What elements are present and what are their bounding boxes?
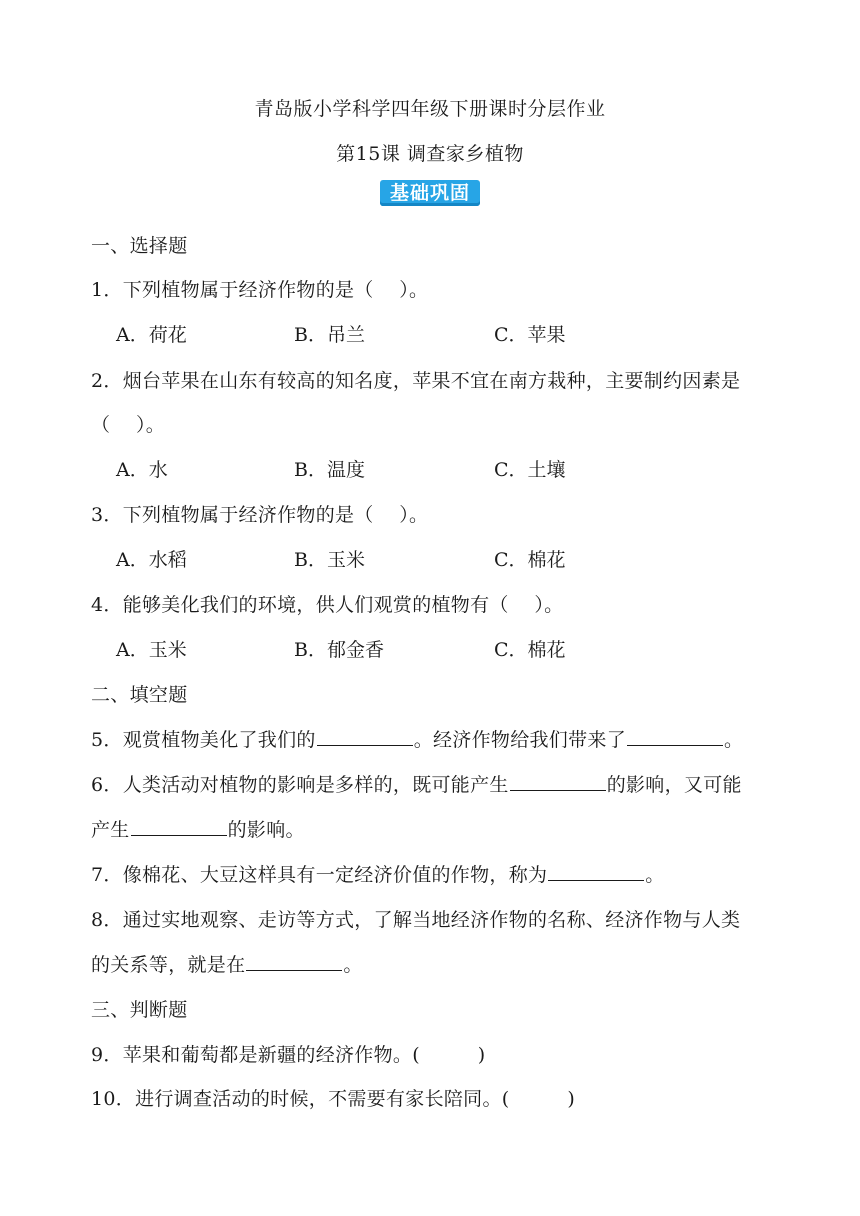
answer-blank[interactable] [627,726,723,746]
question-1-stem: 1．下列植物属于经济作物的是（ ）。 [91,279,429,301]
badge-wrapper [0,180,860,206]
question-8-text-2: 的关系等，就是在 [91,954,246,976]
option-a[interactable]: A．水 [116,459,168,481]
section-heading-choice: 一、选择题 [91,235,188,257]
section-heading-fill: 二、填空题 [91,684,188,706]
question-3-stem: 3．下列植物属于经济作物的是（ ）。 [91,504,429,526]
section-badge: 基础巩固 [380,180,480,206]
question-6-text-4: 的影响。 [227,819,305,841]
question-6-text-2: 的影响，又可能 [606,774,742,796]
option-b[interactable]: B．郁金香 [294,639,384,661]
answer-blank[interactable] [510,771,606,791]
question-5-text-1: 5．观赏植物美化了我们的 [91,729,316,751]
question-8-line-1: 8．通过实地观察、走访等方式，了解当地经济作物的名称、经济作物与人类 [91,909,741,931]
lesson-subtitle: 第15课 调查家乡植物 [336,143,524,165]
answer-blank[interactable] [548,861,644,881]
option-a[interactable]: A．荷花 [116,324,187,346]
question-6-line-2 [91,815,305,842]
question-5 [91,725,743,752]
option-c[interactable]: C．土壤 [494,459,566,481]
option-b[interactable]: B．玉米 [294,549,365,571]
question-6-text-1: 6．人类活动对植物的影响是多样的，既可能产生 [91,774,509,796]
option-a[interactable]: A．水稻 [116,549,187,571]
answer-blank[interactable] [246,951,342,971]
answer-blank[interactable] [131,816,227,836]
question-4-stem: 4．能够美化我们的环境，供人们观赏的植物有（ ）。 [91,594,564,616]
question-7-text-2: 。 [645,864,665,886]
question-5-text-2: 。经济作物给我们带来了 [413,729,627,751]
question-10: 10．进行调查活动的时候，不需要有家长陪同。( ) [91,1088,576,1110]
option-c[interactable]: C．棉花 [494,549,566,571]
question-8-line-2 [91,950,363,977]
option-b[interactable]: B．温度 [294,459,365,481]
question-6-line-1 [91,770,742,797]
question-6-text-3: 产生 [91,819,130,841]
answer-blank[interactable] [317,726,413,746]
option-a[interactable]: A．玉米 [116,639,187,661]
question-7 [91,860,665,887]
question-2-stem-cont: （ ）。 [91,414,166,436]
question-2-stem: 2．烟台苹果在山东有较高的知名度，苹果不宜在南方栽种，主要制约因素是 [91,370,741,392]
option-c[interactable]: C．苹果 [494,324,566,346]
question-7-text-1: 7．像棉花、大豆这样具有一定经济价值的作物，称为 [91,864,548,886]
option-b[interactable]: B．吊兰 [294,324,365,346]
section-heading-judge: 三、判断题 [91,999,188,1021]
page-title: 青岛版小学科学四年级下册课时分层作业 [254,98,606,120]
option-c[interactable]: C．棉花 [494,639,566,661]
question-9: 9．苹果和葡萄都是新疆的经济作物。( ) [91,1044,486,1066]
question-8-text-3: 。 [343,954,363,976]
question-5-text-3: 。 [724,729,744,751]
